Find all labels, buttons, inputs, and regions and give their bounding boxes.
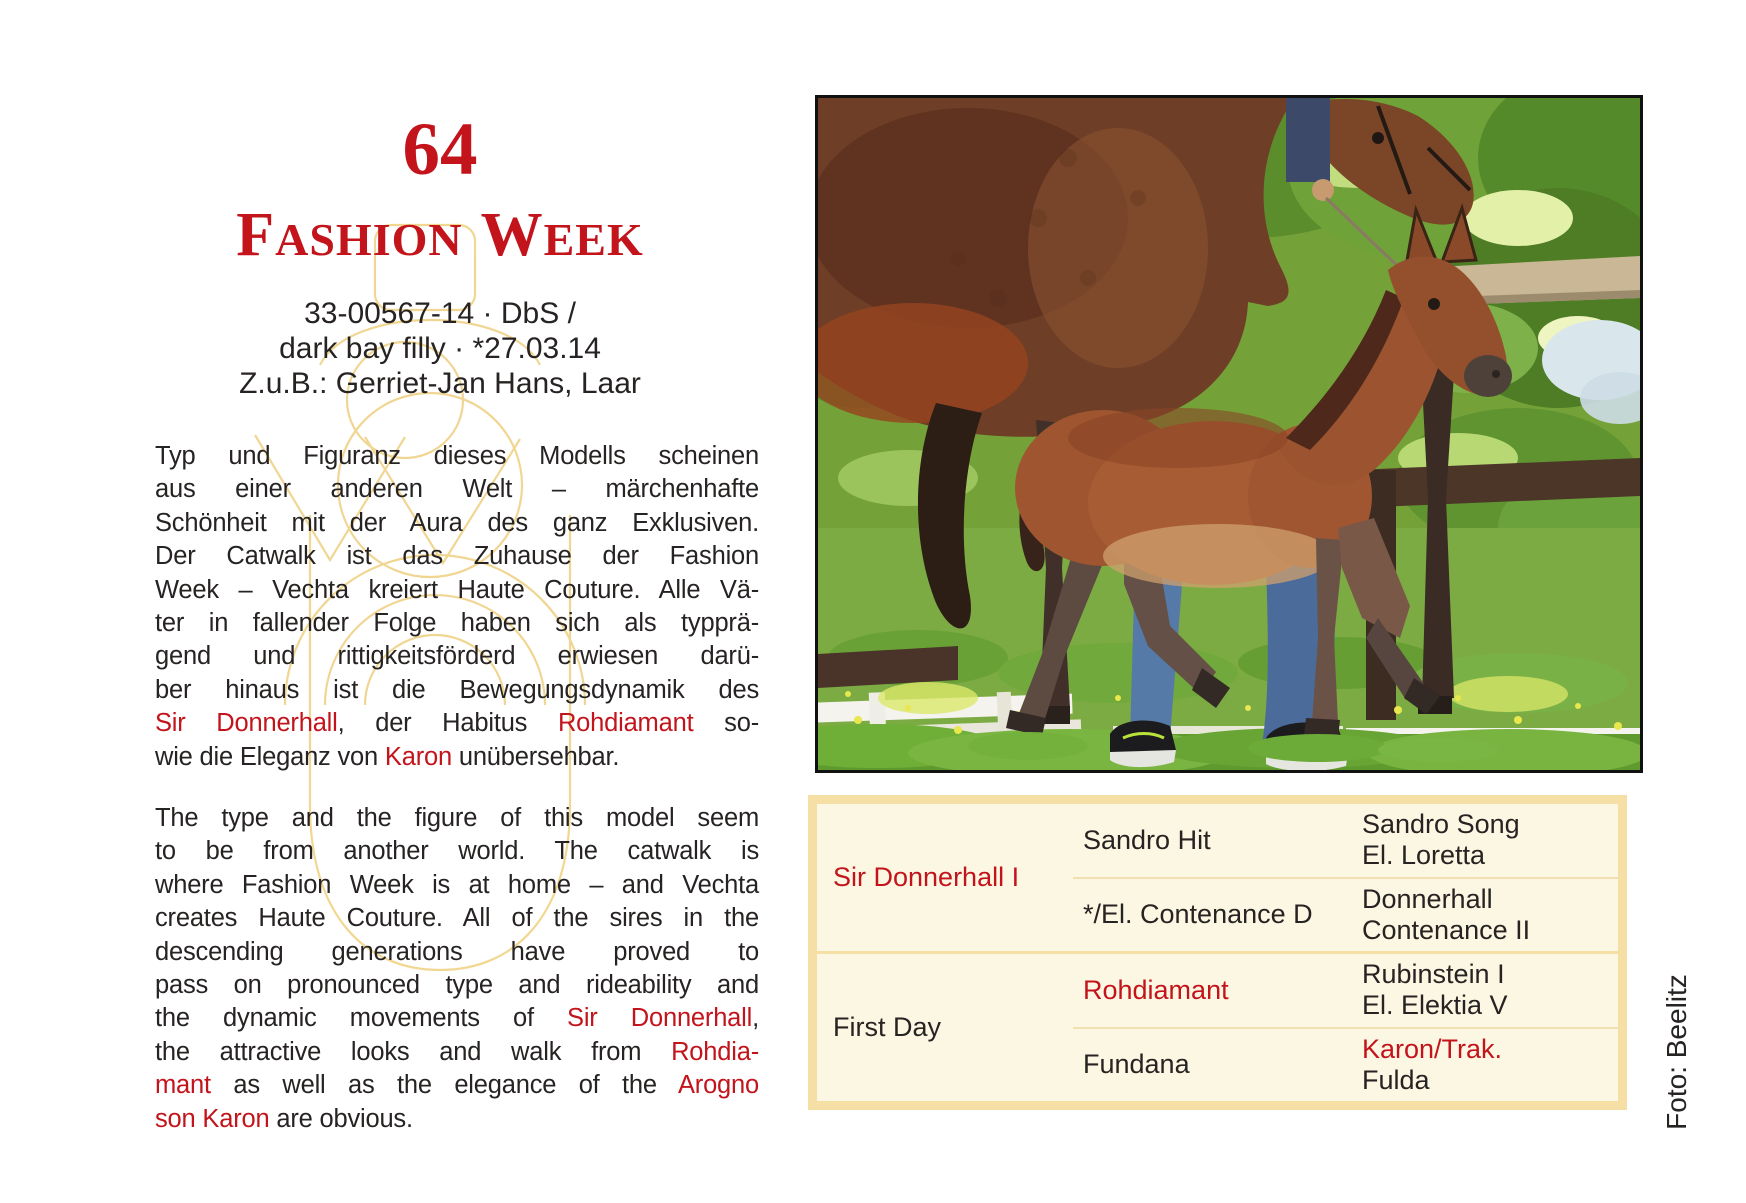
grandparent-name: El. Loretta — [1362, 840, 1486, 871]
text-segment: as well as the elegance of the — [210, 1071, 678, 1100]
paragraph-line — [155, 440, 759, 473]
grandparent-cell — [1352, 809, 1618, 871]
text-segment: , — [752, 1004, 759, 1033]
text-segment: ber hinaus ist die Bewegungsdynamik des — [155, 675, 759, 704]
parent-cell — [1073, 975, 1352, 1006]
text-segment: Week – Vechta kreiert Haute Couture. Alle Vä- — [155, 575, 759, 604]
paragraph-line — [155, 1036, 759, 1069]
horse-name-text: W — [480, 201, 544, 269]
paragraph-line — [155, 473, 759, 506]
parent-name: Rohdiamant — [1083, 974, 1229, 1005]
highlighted-name: Sir Donnerhall — [567, 1004, 753, 1033]
pedigree-row — [1073, 1027, 1618, 1102]
horse-name-text: ASHION — [275, 214, 463, 265]
pedigree-cell — [817, 804, 1073, 951]
paragraph-line — [155, 869, 759, 902]
paragraph-line — [155, 674, 759, 707]
paragraph-line — [155, 507, 759, 540]
text-segment: the attractive looks and walk from — [155, 1037, 672, 1066]
paragraph-line — [155, 1069, 759, 1102]
german-description — [155, 440, 759, 774]
highlighted-name: Rohdia- — [671, 1037, 759, 1066]
handler-hand — [1312, 179, 1334, 201]
text-segment: unübersehbar. — [451, 742, 620, 771]
highlighted-name: son Karon — [155, 1104, 270, 1133]
paragraph-line — [155, 574, 759, 607]
grandparent-name: Rubinstein I — [1362, 959, 1505, 990]
paragraph-line — [155, 540, 759, 573]
catalog-number: 64 — [402, 108, 478, 191]
paragraph-line — [155, 802, 759, 835]
handler-sleeve — [1286, 98, 1330, 182]
pedigree-cell — [817, 954, 1073, 1101]
text-segment: Typ und Figuranz dieses Modells scheinen — [155, 442, 759, 470]
parent-cell — [1073, 825, 1352, 856]
photo-credit: Foto: Beelitz — [1661, 974, 1692, 1130]
text-segment: so- — [693, 709, 759, 738]
paragraph-line — [155, 707, 759, 740]
foal-muzzle — [1464, 355, 1512, 397]
paragraph-line — [155, 1002, 759, 1035]
paragraph-line — [155, 741, 759, 774]
grandparent-name: Donnerhall — [1362, 883, 1493, 914]
text-segment: wie die Eleganz von — [155, 742, 385, 771]
pedigree-row — [1073, 804, 1618, 877]
parent-cell — [1073, 1049, 1352, 1080]
grandparent-name: El. Elektia V — [1362, 990, 1508, 1021]
info-block — [150, 296, 730, 401]
paragraph-line — [155, 936, 759, 969]
paragraph-line — [155, 640, 759, 673]
text-segment: , der Habitus — [337, 709, 558, 738]
text-segment: ter in fallender Folge haben sich als typprä- — [155, 609, 759, 638]
highlighted-name: Arogno — [677, 1071, 759, 1100]
mare-eye — [1372, 132, 1384, 144]
mare-foal-photo — [815, 95, 1643, 773]
paragraph-line — [155, 902, 759, 935]
grandparent-name: Sandro Song — [1362, 809, 1520, 840]
highlighted-name: Sir Donnerhall — [155, 709, 338, 738]
parent-name: Sandro Hit — [1083, 824, 1211, 855]
registration-line: 33-00567-14 · DbS / — [304, 297, 576, 330]
grandparent-name: Fulda — [1362, 1064, 1430, 1095]
highlighted-name: Rohdiamant — [557, 709, 694, 738]
grandparent-cell — [1352, 1034, 1618, 1096]
text-segment: descending generations have proved to — [155, 937, 759, 966]
paragraph-line — [155, 607, 759, 640]
pedigree-row — [1073, 877, 1618, 952]
paragraph-line — [155, 835, 759, 868]
horse-name-text: F — [236, 201, 276, 269]
grandparent-name: Karon/Trak. — [1362, 1033, 1503, 1064]
text-segment: gend und rittigkeitsförderd erwiesen darü- — [155, 642, 759, 671]
mare-foal-photo-illustration — [818, 98, 1640, 770]
pedigree-row — [1073, 954, 1618, 1027]
dam-name: First Day — [833, 1012, 941, 1042]
grandparent-cell — [1352, 884, 1618, 946]
horse-name-title — [150, 201, 730, 269]
pedigree-rows — [1073, 954, 1618, 1101]
text-segment: Der Catwalk ist das Zuhause der Fashion — [155, 542, 759, 571]
pedigree-rows — [1073, 804, 1618, 951]
text-segment: the dynamic movements of — [155, 1004, 568, 1033]
parent-name: */El. Contenance D — [1083, 899, 1313, 930]
highlighted-name: Karon — [384, 742, 452, 771]
text-segment: Schönheit mit der Aura des ganz Exklusiven. — [155, 508, 759, 537]
pedigree-table — [808, 795, 1627, 1110]
pedigree-sire-half — [817, 804, 1618, 951]
pedigree-dam-half — [817, 954, 1618, 1101]
text-segment: aus einer anderen Welt – märchenhafte — [155, 475, 759, 504]
sire-name: Sir Donnerhall I — [833, 862, 1020, 892]
paragraph-line — [155, 1103, 759, 1136]
parent-cell — [1073, 899, 1352, 930]
text-segment: creates Haute Couture. All of the sires in the — [155, 904, 759, 933]
text-segment: to be from another world. The catwalk is — [155, 837, 759, 866]
grandparent-cell — [1352, 959, 1618, 1021]
text-segment: The type and the figure of this model seem — [155, 804, 759, 832]
text-segment: where Fashion Week is at home – and Vechta — [155, 870, 759, 899]
horse-name-text: EEK — [543, 214, 644, 265]
english-description — [155, 802, 759, 1136]
foal-eye — [1428, 298, 1440, 310]
parent-name: Fundana — [1083, 1049, 1190, 1080]
grandparent-name: Contenance II — [1362, 914, 1531, 945]
breeder-line: Z.u.B.: Gerriet-Jan Hans, Laar — [239, 367, 641, 400]
color-birthdate-line: dark bay filly · *27.03.14 — [279, 332, 601, 365]
paragraph-line — [155, 969, 759, 1002]
text-segment: are obvious. — [269, 1104, 413, 1133]
highlighted-name: mant — [155, 1071, 211, 1100]
text-segment: pass on pronounced type and rideability and — [155, 971, 759, 1000]
